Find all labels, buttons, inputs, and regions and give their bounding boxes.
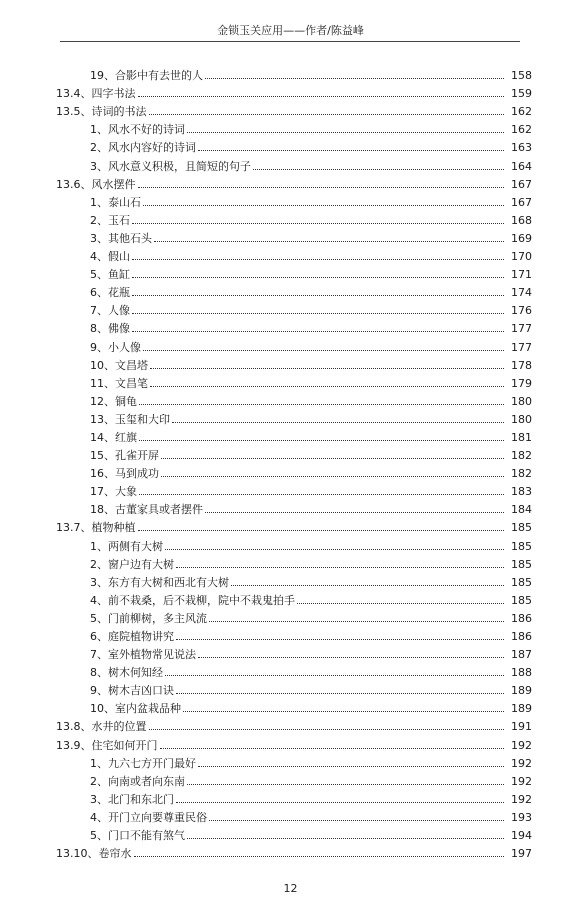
dot-leader (161, 458, 504, 459)
toc-entry-page: 168 (511, 213, 532, 227)
toc-entry-number: 2、 (90, 774, 108, 788)
toc-entry-number: 4、 (90, 593, 108, 607)
dot-leader (149, 114, 505, 115)
toc-entry-title: 孔雀开屏 (115, 449, 159, 463)
toc-entry[interactable] (56, 589, 532, 607)
dot-leader (139, 440, 504, 441)
toc-entry-title: 玉石 (108, 213, 130, 227)
toc-entry-label (56, 413, 170, 426)
toc-entry-label (56, 467, 159, 480)
dot-leader (172, 422, 504, 423)
toc-entry-page: 176 (511, 304, 532, 318)
dot-leader (165, 549, 504, 550)
toc-entry-label (56, 214, 130, 227)
dot-leader (150, 368, 504, 369)
toc-entry-page: 174 (511, 286, 532, 300)
toc-entry-label (56, 286, 130, 299)
toc-entry[interactable] (56, 534, 532, 552)
toc-entry-page: 185 (511, 521, 532, 535)
toc-entry-title: 卷帘水 (98, 847, 132, 861)
toc-entry-page: 185 (511, 593, 532, 607)
toc-entry-number: 3、 (90, 231, 108, 245)
toc-entry-number: 10、 (90, 702, 115, 716)
toc-entry[interactable] (56, 571, 532, 589)
toc-entry-label (56, 720, 147, 733)
toc-entry-page: 177 (511, 340, 532, 354)
toc-entry-number: 13.4、 (56, 87, 92, 101)
toc-entry-label (56, 684, 174, 697)
toc-entry-number: 1、 (90, 539, 108, 553)
dot-leader (149, 729, 505, 730)
dot-leader (187, 784, 504, 785)
toc-entry-page: 170 (511, 250, 532, 264)
toc-entry-number: 18、 (90, 503, 115, 517)
toc-entry-page: 167 (511, 177, 532, 191)
toc-entry-page: 162 (511, 123, 532, 137)
toc-entry-label (56, 105, 147, 118)
toc-entry[interactable] (56, 354, 532, 372)
toc-entry-page: 192 (511, 738, 532, 752)
toc-entry-label (56, 793, 174, 806)
toc-entry-number: 3、 (90, 792, 108, 806)
toc-entry[interactable] (56, 679, 532, 697)
toc-entry-label (56, 847, 132, 860)
toc-entry-page: 192 (511, 792, 532, 806)
toc-entry[interactable] (56, 625, 532, 643)
toc-entry-page: 183 (511, 485, 532, 499)
toc-entry[interactable] (56, 281, 532, 299)
toc-entry-page: 185 (511, 539, 532, 553)
toc-entry-label (56, 612, 207, 625)
toc-entry[interactable] (56, 299, 532, 317)
toc-entry-title: 北门和东北门 (108, 792, 174, 806)
toc-entry-title: 马到成功 (115, 467, 159, 481)
toc-entry-number: 5、 (90, 611, 108, 625)
toc-entry-title: 庭院植物讲究 (108, 630, 174, 643)
toc-entry[interactable] (56, 173, 532, 191)
toc-entry-page: 180 (511, 394, 532, 408)
dot-leader (187, 132, 504, 133)
toc-entry-title: 开门立向要尊重民俗 (108, 810, 207, 824)
toc-entry-number: 19、 (90, 69, 115, 83)
toc-entry[interactable] (56, 372, 532, 390)
toc-entry-label (56, 141, 196, 154)
toc-entry[interactable] (56, 191, 532, 209)
toc-entry-number: 4、 (90, 250, 108, 264)
toc-entry-number: 10、 (90, 358, 115, 372)
toc-entry-number: 9、 (90, 684, 108, 698)
toc-entry-label (56, 196, 141, 209)
toc-entry-title: 东方有大树和西北有大树 (108, 575, 229, 589)
toc-entry[interactable] (56, 462, 532, 480)
toc-entry-label (56, 811, 207, 824)
toc-entry-title: 门口不能有煞气 (108, 829, 185, 843)
toc-entry[interactable] (56, 408, 532, 426)
toc-entry-title: 树木吉凶口诀 (108, 684, 174, 698)
toc-entry-label (56, 304, 130, 317)
toc-entry-page: 192 (511, 774, 532, 788)
dot-leader (139, 494, 504, 495)
toc-entry[interactable] (56, 498, 532, 516)
toc-entry-label (56, 503, 203, 516)
toc-entry-page: 184 (511, 503, 532, 517)
dot-leader (134, 856, 505, 857)
toc-entry-title: 水井的位置 (91, 720, 147, 734)
toc-entry-number: 16、 (90, 467, 115, 481)
toc-entry-number: 1、 (90, 756, 108, 770)
toc-entry-page: 180 (511, 412, 532, 426)
dot-leader (198, 657, 504, 658)
toc-entry-number: 3、 (90, 575, 108, 589)
toc-entry[interactable] (56, 842, 532, 860)
dot-leader (160, 748, 505, 749)
toc-entry[interactable] (56, 715, 532, 733)
toc-entry-title: 假山 (108, 250, 130, 264)
toc-entry-title: 两侧有大树 (108, 539, 163, 553)
dot-leader (198, 150, 504, 151)
toc-entry-label (56, 268, 130, 281)
toc-entry-page: 182 (511, 449, 532, 463)
toc-entry-label (56, 377, 148, 390)
toc-entry-number: 2、 (90, 557, 108, 571)
toc-entry-title: 诗词的书法 (91, 105, 147, 119)
toc-entry-title: 红旗 (115, 430, 137, 444)
dot-leader (205, 78, 504, 79)
toc-entry-page: 158 (511, 69, 532, 83)
toc-entry[interactable] (56, 209, 532, 227)
toc-entry-number: 5、 (90, 268, 108, 282)
toc-entry[interactable] (56, 136, 532, 154)
toc-entry-label (56, 594, 295, 607)
dot-leader (138, 96, 505, 97)
toc-entry-number: 4、 (90, 810, 108, 824)
toc-entry-label (56, 341, 141, 354)
toc-entry-label (56, 666, 163, 679)
toc-entry-title: 室内盆栽品种 (115, 702, 181, 716)
toc-entry-number: 13、 (90, 412, 115, 426)
toc-entry-page: 185 (511, 575, 532, 589)
toc-entry[interactable] (56, 661, 532, 679)
toc-entry-number: 1、 (90, 123, 108, 137)
toc-entry-title: 九六七方开门最好 (108, 756, 196, 770)
toc-entry[interactable] (56, 752, 532, 770)
toc-entry[interactable] (56, 245, 532, 263)
toc-entry[interactable] (56, 100, 532, 118)
dot-leader (132, 277, 504, 278)
toc-entry-page: 197 (511, 847, 532, 861)
toc-entry[interactable] (56, 733, 532, 751)
toc-entry-title: 文昌笔 (115, 376, 148, 390)
toc-entry-title: 佛像 (108, 322, 130, 336)
toc-entry-number: 13.8、 (56, 720, 92, 734)
toc-entry[interactable] (56, 317, 532, 335)
toc-entry-title: 风水不好的诗词 (108, 123, 185, 137)
dot-leader (143, 350, 504, 351)
toc-entry[interactable] (56, 444, 532, 462)
toc-entry-page: 188 (511, 666, 532, 680)
dot-leader (209, 820, 504, 821)
toc-entry[interactable] (56, 824, 532, 842)
toc-entry-title: 泰山石 (108, 195, 141, 209)
toc-entry-number: 8、 (90, 666, 108, 680)
toc-entry-page: 181 (511, 430, 532, 444)
dot-leader (176, 802, 504, 803)
toc-entry-label (56, 540, 163, 553)
toc-entry-number: 13.5、 (56, 105, 92, 119)
toc-entry[interactable] (56, 426, 532, 444)
toc-entry-number: 12、 (90, 394, 115, 408)
toc-entry-number: 13.6、 (56, 177, 92, 191)
toc-entry-number: 6、 (90, 630, 108, 643)
toc-entry-title: 窗户边有大树 (108, 557, 174, 571)
toc-entry-label (56, 775, 185, 788)
toc-entry[interactable] (56, 390, 532, 408)
toc-entry-label (56, 160, 251, 173)
toc-entry[interactable] (56, 516, 532, 534)
dot-leader (150, 386, 504, 387)
toc-entry-label (56, 250, 130, 263)
toc-entry-number: 13.10、 (56, 847, 99, 861)
toc-entry[interactable] (56, 607, 532, 625)
toc-entry[interactable] (56, 553, 532, 571)
toc-entry[interactable] (56, 64, 532, 82)
toc-entry-page: 163 (511, 141, 532, 155)
toc-entry-title: 前不栽桑，后不栽柳，院中不栽鬼拍手 (108, 593, 295, 607)
toc-entry-page: 191 (511, 720, 532, 734)
page-number: 12 (283, 882, 298, 895)
dot-leader (138, 187, 505, 188)
toc-entry-title: 向南或者向东南 (108, 774, 185, 788)
toc-entry[interactable] (56, 697, 532, 715)
dot-leader (297, 603, 504, 604)
toc-entry-label (56, 123, 185, 136)
toc-entry-label (56, 648, 196, 661)
toc-entry[interactable] (56, 335, 532, 353)
toc-entry-title: 铜龟 (115, 394, 137, 408)
dot-leader (132, 223, 504, 224)
dot-leader (231, 585, 504, 586)
toc-entry-number: 2、 (90, 213, 108, 227)
toc-entry-title: 花瓶 (108, 286, 130, 300)
toc-entry-label (56, 829, 185, 842)
dot-leader (209, 621, 504, 622)
toc-entry-page: 189 (511, 702, 532, 716)
dot-leader (183, 711, 504, 712)
toc-entry-page: 194 (511, 829, 532, 843)
toc-entry-title: 树木何知经 (108, 666, 163, 680)
toc-entry-number: 9、 (90, 340, 108, 354)
toc-entry-title: 人像 (108, 304, 130, 318)
toc-entry-label (56, 702, 181, 715)
toc-entry-label (56, 485, 137, 498)
dot-leader (132, 295, 504, 296)
toc-entry-number: 11、 (90, 376, 115, 390)
page-header: 金锁玉关应用——作者/陈益峰 (217, 24, 364, 37)
toc-entry[interactable] (56, 82, 532, 100)
toc-entry-title: 鱼缸 (108, 268, 130, 282)
toc-entry-title: 风水内容好的诗词 (108, 141, 196, 155)
toc-entry-title: 住宅如何开门 (91, 738, 158, 752)
toc-entry-title: 其他石头 (108, 231, 152, 245)
toc-entry-label (56, 558, 174, 571)
toc-entry[interactable] (56, 480, 532, 498)
toc-entry-title: 室外植物常见说法 (108, 648, 196, 662)
toc-entry-page: 164 (511, 159, 532, 173)
dot-leader (132, 313, 504, 314)
toc-entry-page: 179 (511, 376, 532, 390)
toc-entry-title: 文昌塔 (115, 358, 148, 372)
toc-entry-title: 大象 (115, 485, 137, 499)
toc-entry-page: 186 (511, 611, 532, 625)
dot-leader (176, 693, 504, 694)
dot-leader (138, 530, 505, 531)
toc-entry[interactable] (56, 770, 532, 788)
toc-entry-page: 162 (511, 105, 532, 119)
toc-entry-page: 189 (511, 684, 532, 698)
toc-entry-number: 13.9、 (56, 738, 92, 752)
toc-entry-page: 185 (511, 557, 532, 571)
toc-entry-label (56, 87, 136, 100)
toc-entry[interactable] (56, 788, 532, 806)
dot-leader (132, 331, 504, 332)
toc-entry-title: 植物种植 (91, 521, 136, 535)
toc-entry-number: 17、 (90, 485, 115, 499)
dot-leader (187, 838, 504, 839)
toc-entry-label (56, 521, 136, 534)
toc-entry-page: 167 (511, 195, 532, 209)
dot-leader (132, 259, 504, 260)
toc-entry-label (56, 395, 137, 408)
toc-entry-number: 13.7、 (56, 521, 92, 535)
dot-leader (161, 476, 504, 477)
toc-entry-title: 小人像 (108, 340, 141, 354)
toc-entry-title: 玉玺和大印 (115, 412, 170, 426)
toc-entry-page: 187 (511, 648, 532, 662)
dot-leader (154, 241, 504, 242)
toc-entry[interactable] (56, 118, 532, 136)
toc-entry-number: 8、 (90, 322, 108, 336)
toc-entry-number: 14、 (90, 430, 115, 444)
toc-entry-label (56, 630, 174, 643)
toc-entry-title: 合影中有去世的人 (115, 69, 203, 83)
dot-leader (139, 404, 504, 405)
toc-entry-number: 7、 (90, 304, 108, 318)
toc-entry-label (56, 178, 136, 191)
toc-entry-page: 159 (511, 87, 532, 101)
toc-entry-number: 2、 (90, 141, 108, 155)
toc-entry-page: 178 (511, 358, 532, 372)
toc-entry[interactable] (56, 154, 532, 172)
toc-entry-label (56, 322, 130, 335)
toc-entry-title: 古董家具或者摆件 (115, 503, 203, 517)
toc-entry-page: 177 (511, 322, 532, 336)
toc-entry-number: 15、 (90, 449, 115, 463)
toc-entry-label (56, 739, 158, 752)
toc-entry[interactable] (56, 227, 532, 245)
toc-entry[interactable] (56, 643, 532, 661)
toc-entry-page: 182 (511, 467, 532, 481)
dot-leader (205, 512, 504, 513)
toc-entry-label (56, 449, 159, 462)
toc-entry-label (56, 431, 137, 444)
toc-entry-label (56, 576, 229, 589)
toc-entry-page: 169 (511, 231, 532, 245)
dot-leader (198, 766, 504, 767)
toc-entry-number: 1、 (90, 195, 108, 209)
toc-entry-number: 6、 (90, 286, 108, 300)
toc-entry-number: 7、 (90, 648, 108, 662)
toc-entry-title: 门前柳树，多主风流 (108, 611, 207, 625)
toc-entry-page: 186 (511, 630, 532, 643)
toc-entry-page: 192 (511, 756, 532, 770)
toc-entry-title: 四字书法 (91, 87, 136, 101)
toc-entry[interactable] (56, 806, 532, 824)
header-divider (60, 41, 520, 42)
toc-entry-title: 风水摆件 (91, 177, 136, 191)
toc-entry-page: 193 (511, 810, 532, 824)
toc-entry-label (56, 69, 203, 82)
dot-leader (253, 169, 504, 170)
dot-leader (176, 567, 504, 568)
toc-entry-page: 171 (511, 268, 532, 282)
toc-entry[interactable] (56, 263, 532, 281)
toc-entry-label (56, 359, 148, 372)
table-of-contents (56, 64, 532, 860)
toc-entry-title: 风水意义积极，且简短的句子 (108, 159, 251, 173)
toc-entry-number: 5、 (90, 829, 108, 843)
toc-entry-label (56, 232, 152, 245)
dot-leader (165, 675, 504, 676)
toc-entry-label (56, 757, 196, 770)
toc-entry-number: 3、 (90, 159, 108, 173)
dot-leader (143, 205, 504, 206)
dot-leader (176, 639, 504, 640)
